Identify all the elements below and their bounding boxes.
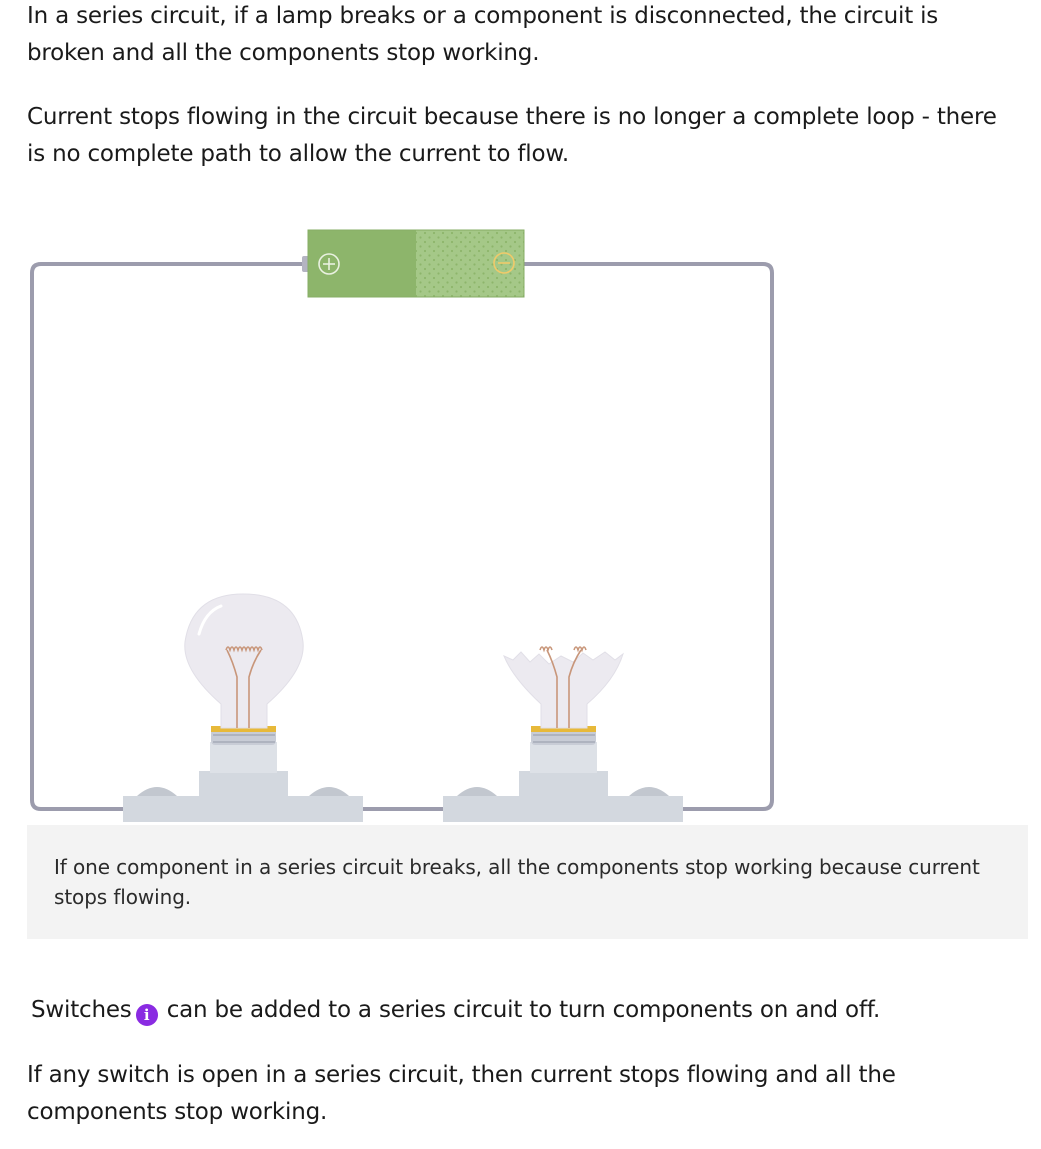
info-icon[interactable]: i (136, 1004, 158, 1026)
diagram-caption: If one component in a series circuit breaks, all the components stop working because current stops flowing. (54, 855, 980, 909)
broken-lamp (443, 647, 683, 822)
diagram-caption-box (27, 825, 1028, 939)
series-circuit-diagram (27, 222, 787, 822)
intact-lamp (123, 594, 363, 822)
battery (302, 230, 524, 297)
paragraph-switches-rest: can be added to a series circuit to turn components on and off. (159, 997, 881, 1023)
paragraph-switches (31, 992, 1021, 1029)
paragraph-switch-open: If any switch is open in a series circuit, then current stops flowing and all the components stop working. (27, 1062, 896, 1125)
paragraph-series-broken: In a series circuit, if a lamp breaks or a component is disconnected, the circuit is broken and all the components stop working. (27, 3, 939, 66)
paragraph-current-stops: Current stops flowing in the circuit because there is no longer a complete loop - there is no complete path to allow the current to flow. (27, 104, 997, 167)
switches-keyword[interactable]: Switches (31, 997, 132, 1023)
circuit-wire (32, 264, 772, 809)
